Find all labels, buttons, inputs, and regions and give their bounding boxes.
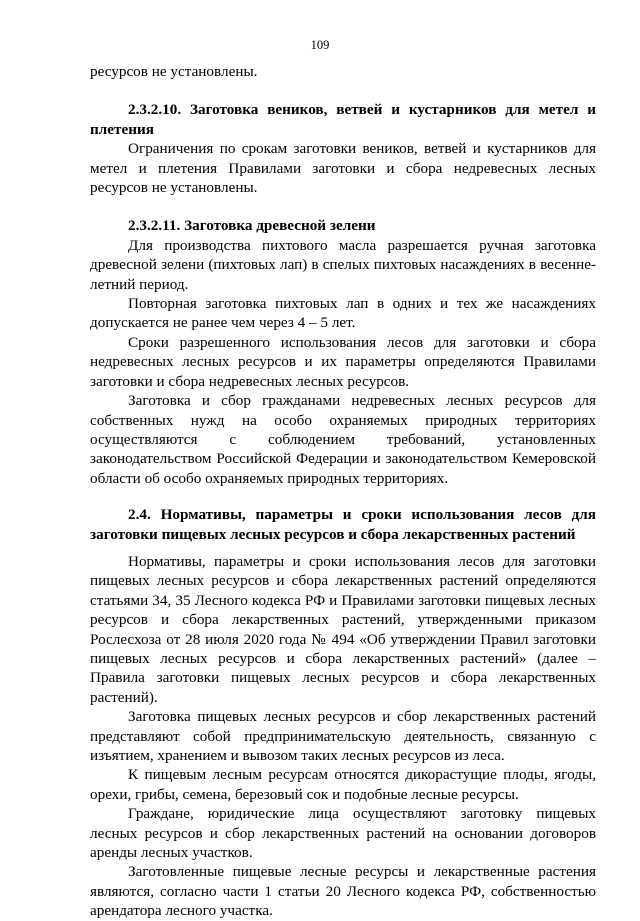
paragraph: К пищевым лесным ресурсам относятся дикорастущие плоды, ягоды, орехи, грибы, семена, березовый сок и подобные лесные ресурсы. <box>90 766 596 803</box>
body-text <box>90 62 596 921</box>
section-heading: 2.3.2.10. Заготовка веников, ветвей и кустарников для метел и плетения <box>90 101 596 138</box>
paragraph: Ограничения по срокам заготовки веников, ветвей и кустарников для метел и плетения Правилами заготовки и сбора недревесных лесных ресурсов не установлены. <box>90 140 596 197</box>
paragraph: Заготовка и сбор гражданами недревесных лесных ресурсов для собственных нужд на особо охраняемых природных территориях осуществляются с соблюдением требований, установленных законодательством Российской Федерации и законодательством Кемеровской области об особо охраняемых природных территориях. <box>90 392 596 487</box>
paragraph: ресурсов не установлены. <box>90 63 258 80</box>
paragraph: Заготовленные пищевые лесные ресурсы и лекарственные растения являются, согласно части 1 статьи 20 Лесного кодекса РФ, собственностью арендатора лесного участка. <box>90 863 596 920</box>
paragraph: Для производства пихтового масла разрешается ручная заготовка древесной зелени (пихтовых лап) в спелых пихтовых насаждениях в весенне-летний период. <box>90 236 596 293</box>
section-heading: 2.4. Нормативы, параметры и сроки использования лесов для заготовки пищевых лесных ресурсов и сбора лекарственных растений <box>90 506 596 543</box>
paragraph: Нормативы, параметры и сроки использования лесов для заготовки пищевых лесных ресурсов и сбора лекарственных растений определяются статьями 34, 35 Лесного кодекса РФ и Правилами заготовки пищевых лесных ресурсов и сбора лекарственных растений, утвержденными приказом Рослесхоза от 28 июля 2020 года № 494 «Об утверждении Правил заготовки пищевых лесных ресурсов и сбора лекарственных растений» (далее – Правила заготовки пищевых лесных ресурсов и сбора лекарственных растений). <box>90 552 596 706</box>
paragraph: Граждане, юридические лица осуществляют заготовку пищевых лесных ресурсов и сбор лекарственных растений на основании договоров аренды лесных участков. <box>90 805 596 862</box>
paragraph: Повторная заготовка пихтовых лап в одних и тех же насаждениях допускается не ранее чем через 4 – 5 лет. <box>90 295 596 332</box>
paragraph: Заготовка пищевых лесных ресурсов и сбор лекарственных растений представляют собой предпринимательскую деятельность, связанную с изъятием, хранением и вывозом таких лесных ресурсов из леса. <box>90 708 596 764</box>
page-number: 109 <box>310 38 330 52</box>
section-heading: 2.3.2.11. Заготовка древесной зелени <box>128 217 376 235</box>
paragraph: Сроки разрешенного использования лесов для заготовки и сбора недревесных лесных ресурсов и их параметры определяются Правилами заготовки и сбора недревесных лесных ресурсов. <box>90 333 596 390</box>
